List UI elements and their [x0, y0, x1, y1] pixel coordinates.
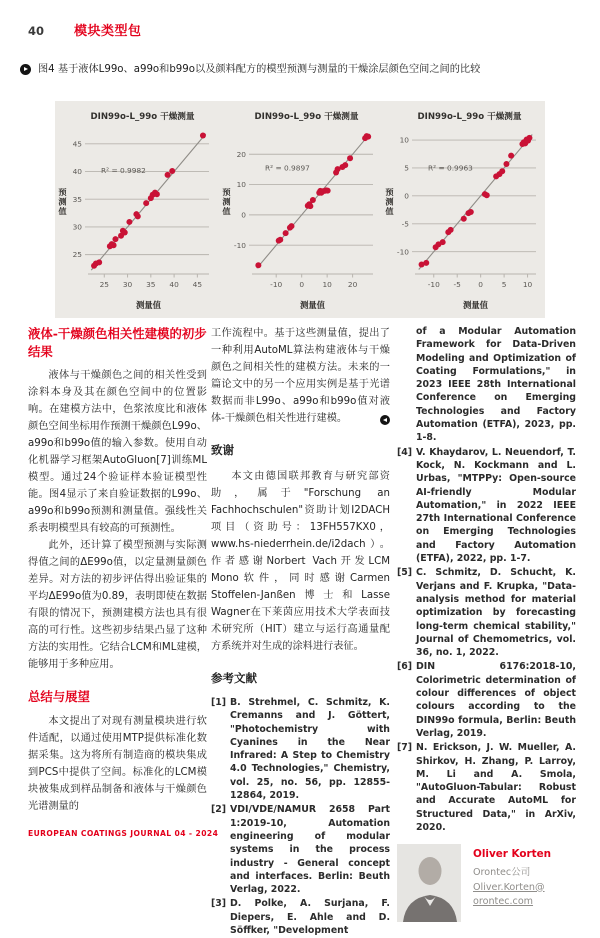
svg-text:0: 0	[404, 191, 409, 201]
author-photo	[397, 844, 461, 922]
chart-din99o-b	[382, 106, 545, 313]
svg-text:-10: -10	[269, 280, 282, 289]
reference-number: [6]	[397, 661, 413, 673]
end-of-article-icon	[380, 415, 390, 425]
author-company: Orontec公司	[473, 867, 531, 879]
reference-item	[397, 446, 576, 566]
article-column-1	[28, 325, 207, 815]
svg-text:40: 40	[169, 280, 179, 289]
reference-item	[211, 696, 390, 802]
svg-text:-10: -10	[233, 240, 246, 250]
figure-panel	[55, 101, 545, 318]
reference-number	[397, 325, 416, 445]
svg-text:测量值: 测量值	[462, 300, 489, 310]
reference-item	[211, 803, 390, 896]
reference-number: [5]	[397, 567, 413, 579]
section-title: 模块类型包	[74, 24, 142, 39]
svg-text:35: 35	[146, 280, 156, 289]
svg-text:0: 0	[298, 280, 304, 289]
svg-text:30: 30	[72, 222, 82, 232]
reference-text: D. Polke, A. Surjana, F. Diepers, E. Ahle and D. Söffker, "Development	[230, 898, 390, 937]
svg-text:45: 45	[72, 139, 82, 149]
reference-list	[397, 325, 576, 834]
reference-text: N. Erickson, J. W. Mueller, A. Shirkov, H. Zhang, P. Larroy, M. Li and A. Smola, "AutoGluon-Tabular: Robust and Accurate AutoML for Structured Data," in ArXiv, 2020.	[416, 742, 576, 833]
reference-item	[211, 897, 390, 937]
svg-text:30: 30	[122, 280, 133, 289]
svg-text:20: 20	[347, 280, 357, 289]
reference-item	[397, 741, 576, 834]
reference-number: [3]	[211, 898, 227, 910]
figure-caption-arrow-icon	[20, 64, 31, 75]
section-heading-results: 液体-干燥颜色相关性建模的初步结果	[28, 326, 207, 359]
svg-text:R² = 0.9963: R² = 0.9963	[428, 163, 473, 173]
author-email-user-link[interactable]: Oliver.Korten@	[473, 881, 545, 893]
reference-item	[397, 325, 576, 445]
section-heading-summary: 总结与展望	[28, 689, 90, 705]
figure-caption-text: 图4 基于液体L99o、a99o和b99o以及颜料配方的模型预测与测量的干燥涂层颜色空间之间的比较	[38, 64, 481, 75]
svg-text:预: 预	[58, 186, 67, 197]
page-header	[28, 20, 142, 39]
svg-text:值: 值	[221, 205, 231, 216]
svg-text:10: 10	[321, 280, 332, 289]
svg-text:R² = 0.9897: R² = 0.9897	[264, 163, 310, 173]
paragraph: 此外，还计算了模型预测与实际测得值之间的ΔE99o值，以定量测量颜色差异。对方法的初步评估得出验证集的平均ΔE99o值为0.89，表明即使在数据有限的情况下，预测建模方法也具有很高的可行性。这些初步结果凸显了这种方法的实用性。它结合LCM和ML建模，能够用于多种应用。	[28, 540, 207, 671]
journal-footer: EUROPEAN COATINGS JOURNAL 04 - 2024	[28, 829, 219, 838]
svg-text:DIN99o-L_99o 干燥测量: DIN99o-L_99o 干燥测量	[90, 112, 195, 122]
reference-list	[211, 696, 390, 937]
svg-text:0: 0	[240, 210, 246, 220]
paragraph: 本文提出了对现有测量模块进行软件适配，以通过使用MTP提供标准化数据采集。这为将所有制造商的模块集成到PCS中提供了空间。标准化的LCM模块被集成到样品制备和液体与干燥颜色光谱测量的	[28, 715, 207, 812]
svg-text:值: 值	[385, 205, 394, 216]
page-number: 40	[28, 24, 45, 38]
acknowledgement-text: 本文由德国联邦教育与研究部资助，属于"Forschung an Fachhochschulen"资助计划I2DACH项目（资助号：13FH557KX0，www.hs-niederrhein.de/i2dach）。作者感谢Norbert Vach开发LCM Mono软件，同时感谢Carmen Stoffelen-Janßen博士和Lasse Wagner在下莱茵应用技术大学表面技术研究所（HIT）建立与运行高通量配方系统并对生成的涂料进行表征。	[211, 471, 390, 652]
svg-text:DIN99o-L_99o 干燥测量: DIN99o-L_99o 干燥测量	[417, 112, 522, 122]
svg-text:10: 10	[236, 180, 246, 190]
reference-number: [1]	[211, 697, 227, 708]
figure-caption	[20, 63, 565, 77]
svg-text:35: 35	[72, 194, 82, 204]
chart-din99o-l	[55, 106, 218, 313]
svg-text:-10: -10	[427, 280, 440, 289]
svg-text:25: 25	[72, 250, 82, 260]
svg-text:0: 0	[478, 280, 484, 289]
reference-text: B. Strehmel, C. Schmitz, K. Cremanns and J. Göttert, "Photochemistry with Cyanines in the Near Infrared: A Step to Chemistry 4.0 Technologies," Chemistry, vol. 25, no. 56, pp. 12855-12864, 2019.	[230, 697, 390, 802]
reference-text: C. Schmitz, D. Schucht, K. Verjans and F. Krupka, "Data-analysis method for material optimization by forecasting long-term chemical stability," Journal of Chemometrics, vol. 36, no. 1, 2022.	[416, 567, 576, 659]
svg-text:10: 10	[522, 280, 533, 289]
author-card	[397, 844, 576, 922]
reference-text: DIN 6176:2018-10, Colorimetric determination of colour differences of object colours according to the DIN99o formula, Berlin: Beuth Verlag, 2019.	[416, 661, 576, 739]
reference-item	[397, 660, 576, 740]
svg-text:25: 25	[99, 280, 109, 289]
article-column-3	[397, 325, 576, 922]
reference-text: of a Modular Automation Framework for Data-Driven Modeling and Optimization of Coating Formulations," in 2023 IEEE 28th International Conference on Emerging Technologies and Factory Automation (ETFA), 2023, pp. 1-8.	[416, 326, 576, 444]
svg-text:-5: -5	[401, 219, 409, 229]
svg-text:45: 45	[192, 280, 203, 289]
svg-text:-10: -10	[396, 247, 409, 257]
reference-item	[397, 566, 576, 659]
reference-text: VDI/VDE/NAMUR 2658 Part 1:2019-10, Automation engineering of modular systems in the process industry - General concept and interfaces. Berlin: Beuth Verlag, 2022.	[230, 804, 390, 896]
svg-text:预: 预	[221, 186, 231, 197]
svg-text:值: 值	[58, 205, 67, 216]
reference-number: [7]	[397, 742, 413, 754]
svg-text:20: 20	[236, 149, 246, 159]
svg-text:测: 测	[221, 196, 231, 207]
article-column-2	[211, 325, 390, 938]
svg-text:5: 5	[404, 163, 409, 173]
author-info	[473, 844, 551, 922]
chart-din99o-a	[219, 106, 382, 313]
author-portrait-silhouette	[397, 844, 461, 922]
svg-text:40: 40	[72, 167, 82, 177]
svg-text:测: 测	[58, 196, 67, 207]
reference-number: [2]	[211, 804, 227, 816]
svg-text:测量值: 测量值	[135, 300, 162, 310]
reference-number: [4]	[397, 446, 413, 458]
author-name: Oliver Korten	[473, 848, 552, 861]
author-email-domain-link[interactable]: orontec.com	[473, 896, 534, 908]
svg-text:预: 预	[385, 186, 394, 197]
references-heading: 参考文献	[211, 671, 257, 685]
reference-text: V. Khaydarov, L. Neuendorf, T. Kock, N. Kockmann and L. Urbas, "MTPPy: Open-source AI-friendly Modular Automation," in 2022 IEEE 27th International Conference on Emerging Technologies and Factory Automation (ETFA), 2022, pp. 1-7.	[416, 446, 576, 565]
svg-text:测: 测	[385, 196, 394, 207]
acknowledgement-heading: 致谢	[211, 443, 234, 457]
paragraph: 工作流程中。基于这些测量值，提出了一种利用AutoML算法构建液体与干燥颜色之间相关性的建模方法。未来的一篇论文中的另一个应用实例是基于光谱数据而非L99o、a99o和b99o值对液体-干燥颜色相关性进行建模。	[211, 328, 390, 424]
svg-text:5: 5	[501, 280, 507, 289]
svg-text:R² = 0.9982: R² = 0.9982	[101, 166, 146, 176]
svg-text:10: 10	[399, 135, 409, 145]
paragraph: 液体与干燥颜色之间的相关性受到涂料本身及其在颜色空间中的位置影响。在建模方法中，色浆浓度比和液体颜色空间坐标用作预测干燥颜色L99o、a99o和b99o值的输入参数。使用自动化机器学习框架AutoGluon[7]训练ML模型。通过24个验证样本验证模型性能。图4显示了来自验证数据的L99o、a99o和b99o预测和测量值。强线性关系表明模型具有较高的可预测性。	[28, 370, 207, 535]
svg-text:-5: -5	[453, 280, 461, 289]
svg-text:测量值: 测量值	[299, 300, 325, 310]
svg-text:DIN99o-L_99o 干燥测量: DIN99o-L_99o 干燥测量	[254, 112, 358, 122]
